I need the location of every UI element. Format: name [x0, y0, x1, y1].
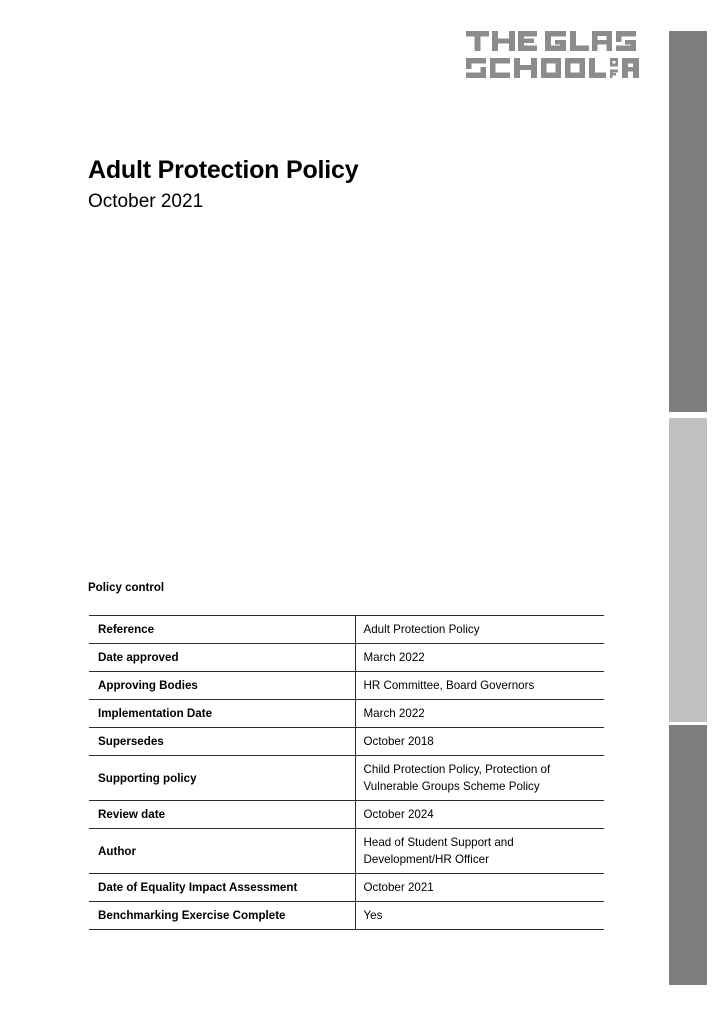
row-value [355, 644, 604, 672]
row-label: Implementation Date [89, 700, 355, 728]
row-value [355, 672, 604, 700]
row-value [355, 801, 604, 829]
row-value [355, 616, 604, 644]
table-row [89, 644, 604, 672]
row-value [355, 902, 604, 930]
policy-control-heading: Policy control [88, 582, 165, 594]
table-row [89, 756, 604, 801]
row-label: Reference [89, 616, 355, 644]
row-value-line: March 2022 [363, 651, 425, 664]
row-value-line: Head of Student Support and [363, 836, 514, 849]
row-value-line: Development/HR Officer [363, 853, 489, 866]
row-value-line: Vulnerable Groups Scheme Policy [363, 780, 540, 793]
title-block [88, 155, 608, 215]
margin-band-middle [669, 418, 707, 722]
row-value [355, 728, 604, 756]
row-value-line: October 2018 [363, 735, 434, 748]
row-label: Approving Bodies [89, 672, 355, 700]
page-title: Adult Protection Policy [88, 156, 359, 184]
row-value [355, 874, 604, 902]
table-row [89, 801, 604, 829]
row-value-line: October 2024 [363, 808, 434, 821]
margin-band-top [669, 31, 707, 412]
table-row [89, 700, 604, 728]
table-row [89, 902, 604, 930]
table-row [89, 829, 604, 874]
row-value-line: Adult Protection Policy [363, 623, 480, 636]
row-label: Review date [89, 801, 355, 829]
table-row [89, 728, 604, 756]
row-value-line: Yes [363, 909, 383, 922]
row-label: Date of Equality Impact Assessment [89, 874, 355, 902]
row-label: Date approved [89, 644, 355, 672]
right-margin-bands [669, 0, 707, 1024]
margin-band-bottom [669, 725, 707, 985]
row-value-line: Child Protection Policy, Protection of [363, 763, 551, 776]
row-label: Supporting policy [89, 756, 355, 801]
row-label: Benchmarking Exercise Complete [89, 902, 355, 930]
policy-control-table [89, 615, 604, 930]
row-value [355, 829, 604, 874]
row-label: Supersedes [89, 728, 355, 756]
row-value [355, 700, 604, 728]
row-label: Author [89, 829, 355, 874]
table-row [89, 616, 604, 644]
page-subtitle: October 2021 [88, 191, 204, 212]
table-row [89, 672, 604, 700]
table-row [89, 874, 604, 902]
row-value-line: March 2022 [363, 707, 425, 720]
glasgow-school-of-art-logo [466, 28, 642, 78]
policy-control-table-body [89, 616, 604, 930]
row-value-line: October 2021 [363, 881, 434, 894]
row-value [355, 756, 604, 801]
row-value-line: HR Committee, Board Governors [363, 679, 535, 692]
